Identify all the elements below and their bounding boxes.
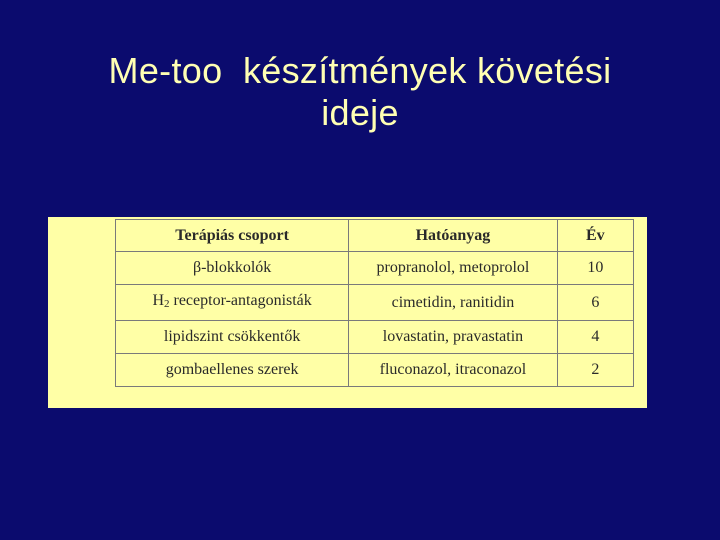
cell-year: 4	[557, 321, 633, 354]
group-rest: receptor-antagonisták	[169, 292, 312, 309]
cell-active-agent: cimetidin, ranitidin	[349, 285, 557, 321]
header-year: Év	[557, 220, 633, 252]
cell-therapeutic-group: β-blokkolók	[116, 252, 349, 285]
therapy-table	[115, 219, 634, 387]
cell-year: 2	[557, 354, 633, 387]
table-row	[116, 252, 634, 285]
table-row	[116, 321, 634, 354]
cell-active-agent: propranolol, metoprolol	[349, 252, 557, 285]
cell-therapeutic-group: gombaellenes szerek	[116, 354, 349, 387]
cell-therapeutic-group	[116, 285, 349, 321]
group-subscript: 2	[164, 298, 170, 310]
group-prefix: H	[152, 292, 164, 309]
cell-therapeutic-group: lipidszint csökkentők	[116, 321, 349, 354]
slide-title	[0, 50, 720, 134]
slide-title-line-1: Me-too készítmények követési	[108, 50, 612, 91]
cell-active-agent: lovastatin, pravastatin	[349, 321, 557, 354]
header-therapeutic-group: Terápiás csoport	[116, 220, 349, 252]
cell-active-agent: fluconazol, itraconazol	[349, 354, 557, 387]
table-header-row	[116, 220, 634, 252]
slide-title-line-2: ideje	[321, 92, 399, 133]
cell-year: 10	[557, 252, 633, 285]
table-panel	[48, 217, 647, 408]
cell-year: 6	[557, 285, 633, 321]
table-row	[116, 285, 634, 321]
table-row	[116, 354, 634, 387]
header-active-agent: Hatóanyag	[349, 220, 557, 252]
